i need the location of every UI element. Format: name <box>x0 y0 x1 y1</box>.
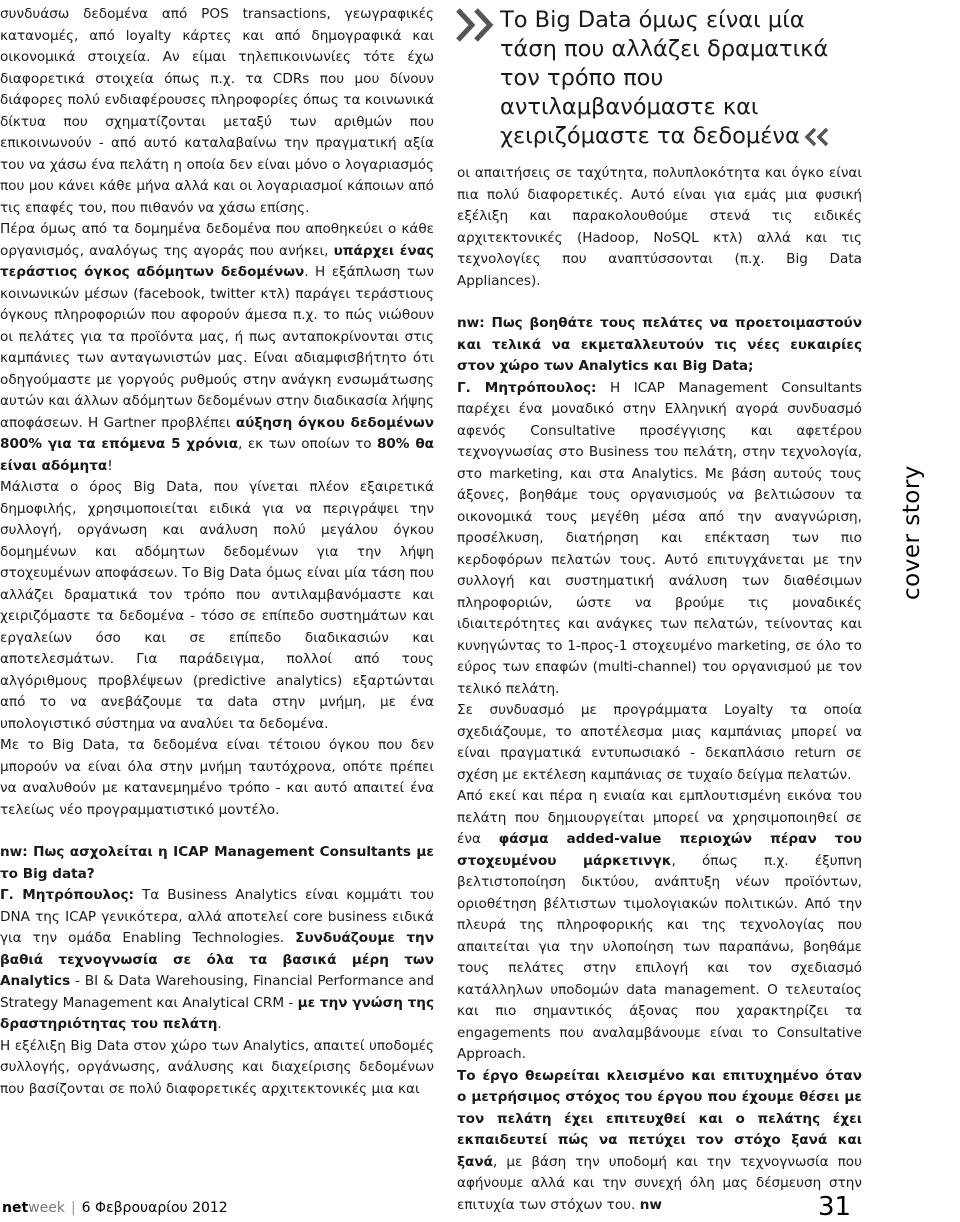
body-paragraph: Μάλιστα ο όρος Big Data, που γίνεται πλέον εξαιρετικά δημοφιλής, χρησιμοποιείται ειδικά για να περιγράψει την συλλογή, οργάνωση και ανάλυση πολύ μεγάλου όγκου δομημένων και αδόμητων δεδομένων για την λήψη στοχευμένων αποφάσεων. Το Big Data όμως είναι μία τάση που αλλάζει δραματικά τον τρόπο που αντιλαμβανόμαστε και χειριζόμαστε τα δεδομένα - τόσο σε επίπεδο συστημάτων και εργαλείων όσο και σε επίπεδο διαδικασιών και αποτελεσμάτων. Για παράδειγμα, πολλοί από τους αλγόριθμους προβλέψεων (predictive analytics) εξαρτώνται από το να ανεβάζουμε τα data στην μνήμη, με ένα υπολογιστικό σύστημα να αναλύει τα δεδομένα. <box>0 479 434 732</box>
body-paragraph: Η εξέλιξη Big Data στον χώρο των Analytics, απαιτεί υποδομές συλλογής, οργάνωσης, ανάλυσης και διαχείρισης δεδομένων που βασίζονται σε πολύ διαφορετικές αρχιτεκτονικές μια και <box>0 1037 434 1097</box>
interview-question: nw: Πως βοηθάτε τους πελάτες να προετοιμαστούν και τελικά να εκμεταλλευτούν τις νέες ευκαιρίες στον χώρο των Analytics και Big Data; <box>457 315 862 374</box>
left-column <box>0 4 434 1100</box>
section-label: cover story <box>899 465 925 600</box>
body-paragraph: Με το Big Data, τα δεδομένα είναι τέτοιου όγκου που δεν μπορούν να είναι όλα στην μνήμη ταυτόχρονα, οπότε πρέπει να αναλυθούν με κατανεμημένο τρόπο - και αυτό απαιτεί ένα τελείως νέο προγραμματιστικό μοντέλο. <box>0 737 434 818</box>
footer <box>2 1200 228 1216</box>
interview-answer: Γ. Μητρόπουλος: Τα Business Analytics είναι κομμάτι του DNA της ICAP γενικότερα, αλλά αποτελεί core business ειδικά για την ομάδα Enabling Technologies. Συνδυάζουμε την βαθιά τεχνογνωσία σε όλα τα βασικά μέρη των Analytics - BI & Data Warehousing, Financial Performance and Strategy Management και Analytical CRM - με την γνώση της δραστηριότητας του πελάτη. <box>0 887 435 1032</box>
interview-question: nw: Πως ασχολείται η ICAP Management Consultants με το Big data? <box>0 844 434 882</box>
interview-answer: Γ. Μητρόπουλος: Η ICAP Management Consultants παρέχει ένα μοναδικό στην Ελληνική αγορά συνδυασμό αφενός Consultative προσέγγισης και αφετέρου τεχνογνωσίας στο Business του πελάτη, στην τεχνολογία, στο marketing, και στα Analytics. Με βάση αυτούς τους άξονες, βοηθάμε τους οργανισμούς να βελτιώσουν τα οικονομικά τους μεγέθη μέσα από την αναγνώριση, προσέλκυση, διατήρηση και επέκταση των πιο κερδοφόρων πελατών τους. Αυτό επιτυγχάνεται με την συλλογή και συστηματική ανάλυση των διαθέσιμων πληροφοριών, ώστε να βρούμε τις μοναδικές ιδιαιτερότητες και ανάγκες των πελατών, τείνοντας και κυνηγώντας το 1-προς-1 στοχευμένο marketing, σε όλο το εύρος των επαφών (multi-channel) του οργανισμού με τον τελικό πελάτη. <box>457 379 863 697</box>
footer-separator: | <box>70 1200 76 1216</box>
body-paragraph: Από εκεί και πέρα η ενιαία και εμπλουτισμένη εικόνα του πελάτη που δημιουργείται μπορεί να χρησιμοποιηθεί σε ένα φάσμα added-value περιοχών πέραν του στοχευμένου μάρκετινγκ, όπως π.χ. έξυπνη βελτιστοποίηση δικτύου, ανάπτυξη νέων προϊόντων, οριοθέτηση βέλτιστων τιμολογιακών πολιτικών. Από την πλευρά της πληροφορικής και της τεχνολογίας που απαιτείται για την υλοποίηση των παραπάνω, βοηθάμε τους πελάτες στην επιλογή και τον σχεδιασμό κατάλληλων υποδομών data management. Ο τελευταίος και πιο σημαντικός άξονας που χαρακτηρίζει τα engagements που αναλαμβάνουμε είναι το Consultative Approach. <box>457 788 862 1062</box>
quote-close-icon <box>804 127 830 147</box>
body-paragraph: Σε συνδυασμό με προγράμματα Loyalty τα οποία σχεδιάζουμε, το αποτέλεσμα μιας καμπάνιας μπορεί να είναι πραγματικά εντυπωσιακό - δεκαπλάσιο return σε σχέση με εκτέλεση καμπάνιας σε τυχαίο δείγμα πελατών. <box>457 702 862 783</box>
pull-quote-text: Το Big Data όμως είναι μία τάση που αλλάζει δραματικά τον τρόπο που αντιλαμβανόμαστε και χειριζόμαστε τα δεδομένα <box>500 7 829 149</box>
side-band <box>880 0 960 1219</box>
brand-logo-week: week <box>28 1200 65 1216</box>
body-paragraph: οι απαιτήσεις σε ταχύτητα, πολυπλοκότητα και όγκο είναι πια πολύ διαφορετικές. Αυτό είναι για εμάς μια φυσική εξέλιξη και παρακολουθούμε στενά τις ειδικές αρχιτεκτονικές (Hadoop, NoSQL κτλ) αλλά και τις τεχνολογίες που αναπτύσσονται (π.χ. Big Data Appliances). <box>457 165 862 289</box>
body-paragraph: Πέρα όμως από τα δομημένα δεδομένα που αποθηκεύει ο κάθε οργανισμός, αναλόγως της αγοράς που ανήκει, υπάρχει ένας τεράστιος όγκος αδόμητων δεδομένων. Η εξάπλωση των κοινωνικών μέσων (facebook, twitter κτλ) παράγει τεράστιους όγκους πληροφοριών που αφορούν άμεσα π.χ. το πώς νιώθουν οι πελάτες για τα προϊόντα μας, ή πως ανταποκρίνονται στις καμπάνιες των ανταγωνιστών μας. Είναι αδιαμφισβήτητο ότι οδηγούμαστε με γοργούς ρυθμούς στην ανάγκη ενσωμάτωσης αυτών και άλλων αδόμητων δεδομένων στην διαδικασία λήψης αποφάσεων. Η Gartner προβλέπει αύξηση όγκου δεδομένων 800% για τα επόμενα 5 χρόνια, εκ των οποίων το 80% θα είναι αδόμητα! <box>0 221 435 474</box>
pull-quote <box>456 6 862 149</box>
page-number: 31 <box>818 1192 852 1222</box>
body-paragraph: Το έργο θεωρείται κλεισμένο και επιτυχημένο όταν ο μετρήσιμος στόχος του έργου που έχουμε θέσει με τον πελάτη έχει επιτευχθεί και ο πελάτης έχει εκπαιδευτεί πώς να πετύχει τον στόχο ξανά και ξανά, με βάση την υποδομή και την τεχνογνωσία που αφήνουμε αλλά και την συνεχή όλη μας δέσμευση στην επιτυχία των στόχων του. nw <box>457 1067 862 1213</box>
right-column <box>457 163 862 1216</box>
quote-open-icon <box>456 8 496 42</box>
brand-logo-net: net <box>2 1200 29 1216</box>
body-paragraph: συνδυάσω δεδομένα από POS transactions, γεωγραφικές κατανομές, από loyalty κάρτες και από δημογραφικά και οικονομικά στοιχεία. Αν είμαι τηλεπικοινωνίες τότε έχω διαφορετικά στοιχεία όπως π.χ. τα CDRs που μου δίνουν διάφορες πολύ ενδιαφέρουσες πληροφορίες όπως τα κοινωνικά δίκτυα που σχηματίζονται μεταξύ των αριθμών που επικοινωνούν - από αυτό καταλαβαίνω την πραγματική αξία του να χάσω ένα πελάτη η οποία δεν είναι μόνο ο λογαριασμός που μου κάνει κάθε μήνα αλλά και οι λογαριασμοί κάποιων από τις επαφές του, που πιθανόν να χάσω επίσης. <box>0 6 434 216</box>
issue-date: 6 Φεβρουαρίου 2012 <box>81 1200 228 1216</box>
